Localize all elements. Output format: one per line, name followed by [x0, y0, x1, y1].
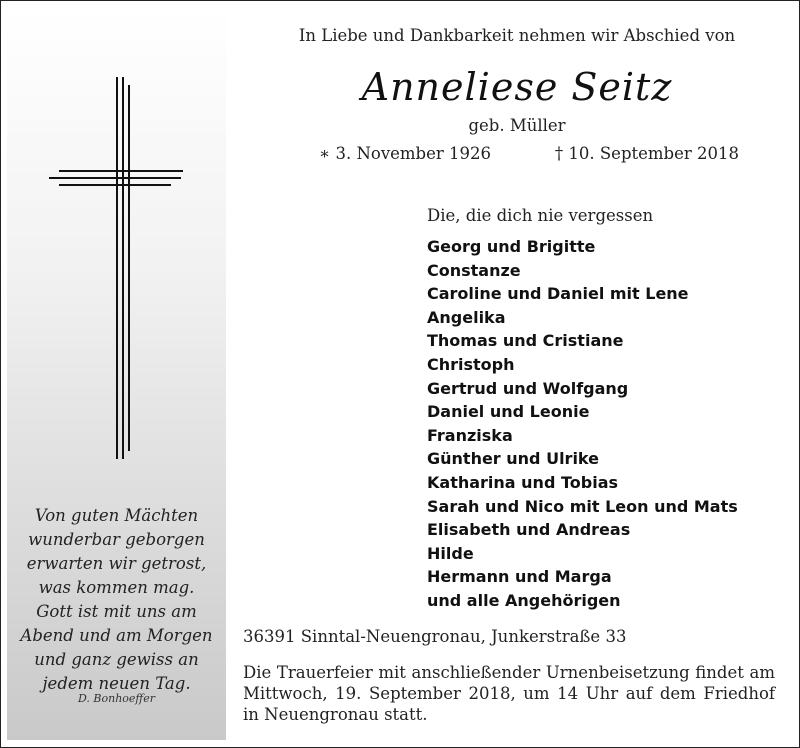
quote-line: was kommen mag. — [38, 578, 195, 597]
mourner-item: Daniel und Leonie — [427, 402, 590, 422]
life-dates — [319, 144, 739, 163]
mourner-item: Günther und Ulrike — [427, 449, 599, 469]
intro-text: In Liebe und Dankbarkeit nehmen wir Abschied von — [298, 26, 736, 45]
cross-icon — [45, 73, 185, 463]
main-panel — [241, 1, 793, 747]
quote-line: erwarten wir getrost, — [26, 554, 207, 573]
mourner-item: Georg und Brigitte — [427, 237, 596, 256]
mourner-item: Hermann und Marga — [427, 567, 612, 587]
quote-line: Gott ist mit uns am — [36, 602, 197, 621]
address: 36391 Sinntal-Neuengronau, Junkerstraße 33 — [243, 627, 627, 646]
quote-line: Von guten Mächten — [34, 506, 199, 525]
mourner-item: Angelika — [427, 307, 506, 327]
left-panel — [7, 7, 226, 740]
maiden-name: geb. Müller — [468, 116, 566, 135]
quote-line: wunderbar geborgen — [28, 530, 205, 549]
mourner-item: Caroline und Daniel mit Lene — [427, 284, 689, 304]
mourners-intro: Die, die dich nie vergessen — [427, 206, 654, 225]
mourner-item: Franziska — [427, 425, 513, 445]
quote-line: Abend und am Morgen — [20, 626, 213, 645]
mourner-item: Gertrud und Wolfgang — [427, 378, 629, 398]
service-notice: Die Trauerfeier mit anschließender Urnenbeisetzung findet am Mittwoch, 19. September 2018, um 14 Uhr auf dem Friedhof in Neuengronau statt. — [243, 663, 775, 724]
mourner-item: Sarah und Nico mit Leon und Mats — [427, 496, 738, 516]
birth-date: ∗ 3. November 1926 — [319, 144, 492, 163]
quote-author: D. Bonhoeffer — [78, 692, 155, 705]
mourner-item: Katharina und Tobias — [427, 472, 619, 492]
bonhoeffer-quote — [7, 504, 226, 696]
mourner-item: Christoph — [427, 354, 515, 374]
mourner-item: und alle Angehörigen — [427, 590, 621, 610]
quote-line: jedem neuen Tag. — [42, 674, 191, 693]
mourner-item: Elisabeth und Andreas — [427, 520, 631, 540]
mourners-list — [427, 235, 738, 613]
mourner-item: Thomas und Cristiane — [427, 331, 624, 351]
deceased-name: Anneliese Seitz — [361, 65, 673, 109]
death-date: † 10. September 2018 — [554, 144, 739, 163]
quote-line: und ganz gewiss an — [34, 650, 199, 669]
mourner-item: Hilde — [427, 543, 474, 563]
mourner-item: Constanze — [427, 260, 521, 280]
